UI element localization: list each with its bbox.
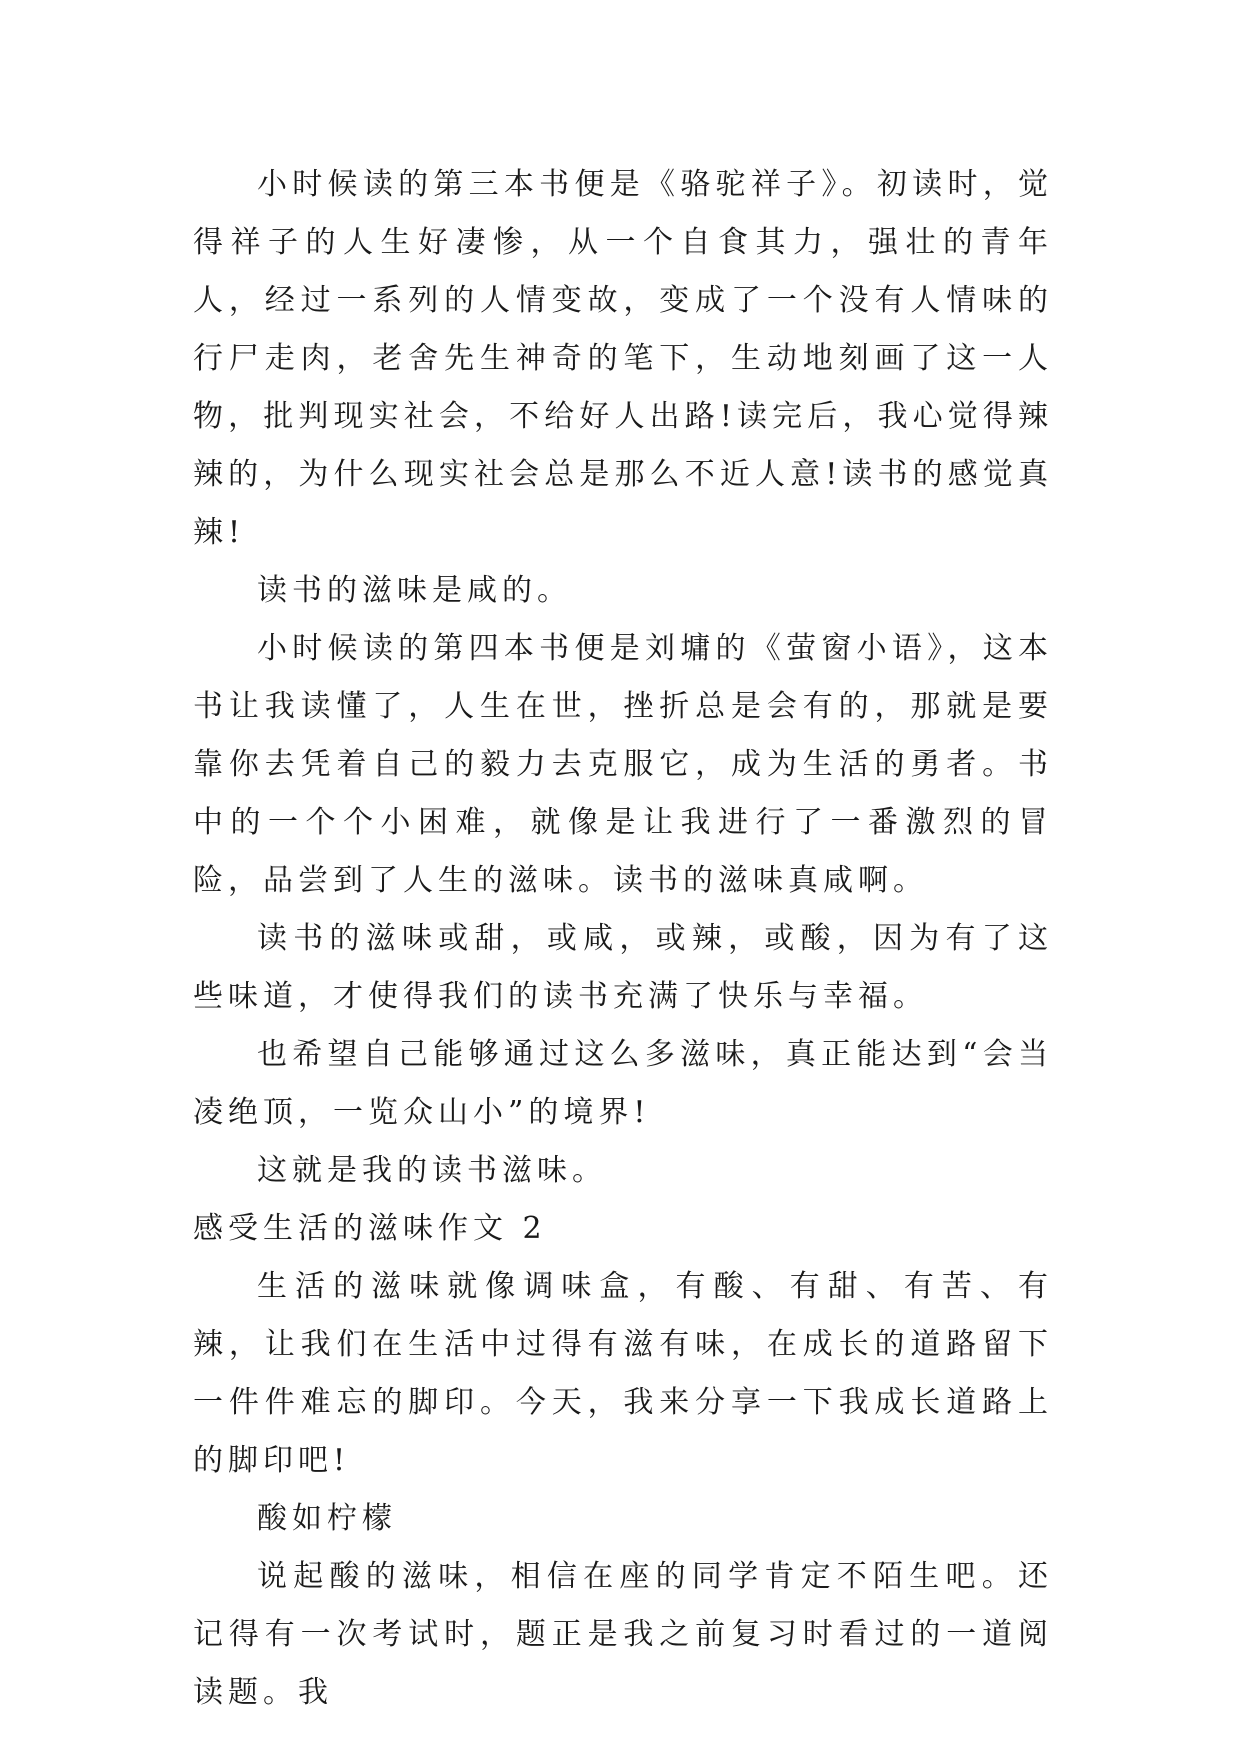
paragraph-sour-memory: 说起酸的滋味，相信在座的同学肯定不陌生吧。还记得有一次考试时，题正是我之前复习时看过的一道阅读题。我: [193, 1559, 1053, 1710]
paragraph-sour-lemon: 酸如柠檬: [257, 1501, 397, 1536]
essay-title: 感受生活的滋味作文 2: [193, 1211, 547, 1246]
paragraph-salty-taste: 读书的滋味是咸的。: [257, 573, 572, 608]
paragraph-xiangzi: 小时候读的第三本书便是《骆驼祥子》。初读时，觉得祥子的人生好凄惨，从一个自食其力，强壮的青年人，经过一系列的人情变故，变成了一个没有人情味的行尸走肉，老舍先生神奇的笔下，生动地刻画了这一人物，批判现实社会，不给好人出路!读完后，我心觉得辣辣的，为什么现实社会总是那么不近人意!读书的感觉真辣!: [193, 167, 1053, 550]
paragraph-yingchuang: 小时候读的第四本书便是刘墉的《萤窗小语》，这本书让我读懂了，人生在世，挫折总是会有的，那就是要靠你去凭着自己的毅力去克服它，成为生活的勇者。书中的一个个小困难，就像是让我进行了一番激烈的冒险，品尝到了人生的滋味。读书的滋味真咸啊。: [193, 631, 1053, 898]
paragraph-life-taste: 生活的滋味就像调味盒，有酸、有甜、有苦、有辣，让我们在生活中过得有滋有味，在成长的道路留下一件件难忘的脚印。今天，我来分享一下我成长道路上的脚印吧!: [193, 1269, 1053, 1478]
paragraph-hope: 也希望自己能够通过这么多滋味，真正能达到“会当凌绝顶，一览众山小”的境界!: [193, 1037, 1053, 1130]
paragraph-conclusion: 这就是我的读书滋味。: [257, 1153, 607, 1188]
document-body: [193, 156, 1053, 1722]
paragraph-summary-tastes: 读书的滋味或甜，或咸，或辣，或酸，因为有了这些味道，才使得我们的读书充满了快乐与幸福。: [193, 921, 1053, 1014]
